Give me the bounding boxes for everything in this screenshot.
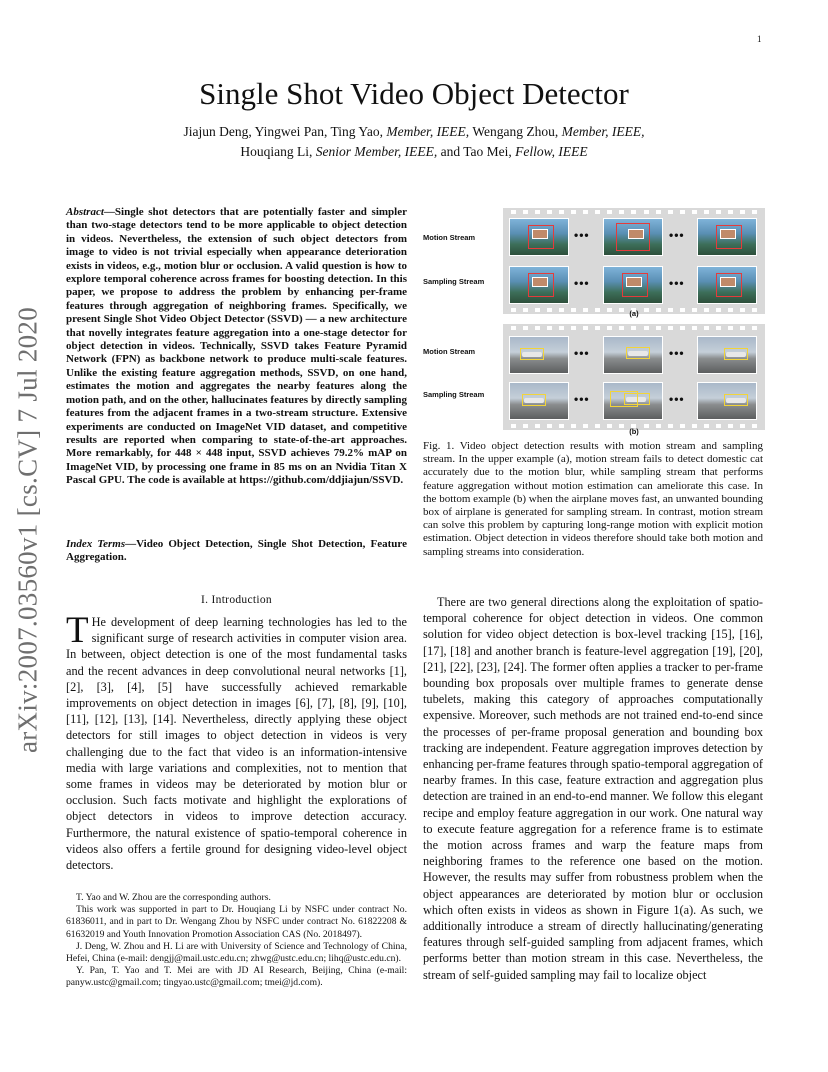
row-label: Sampling Stream (423, 390, 485, 399)
index-terms-label: Index Terms (66, 538, 126, 550)
section-heading: I. Introduction (201, 594, 272, 606)
footnote: This work was supported in part to Dr. Houqiang Li by NSFC under contract No. 61836011, and in part to Dr. Wengang Zhou by NSFC under contract No. 61822208 & 61632019 and Youth Innovation Promotion Association CAS (No. 2018497). (66, 904, 407, 940)
ellipsis: ••• (574, 392, 590, 406)
index-terms-text: —Video Object Detection, Single Shot Detection, Feature Aggregation. (66, 538, 407, 564)
video-frame (697, 266, 757, 304)
intro-text: He development of deep learning technologies has led to the significant surge of research activities in computer vision area. In between, object detection is one of the most fundamental tasks and the recent advances in deep convolutional neural networks [1], [2], [3], [4], [5] have successfully achieved remarkable improvements on object detection in images [6], [7], [8], [9], [10], [11], [12], [13], [14]. Nevertheless, directly applying these object detectors for still images to object detection in videos is very challenging due to the fact that video is an information-intensive media with large variations and complexities, not to mention that some frames in videos may be deteriorated by motion blur or occlusion. Such facts motivate and highlight the explorations of object detectors in videos to improve detection accuracy. Furthermore, the natural existence of spatio-temporal coherence in videos also offers a fertile ground for designing video-level object detectors. (66, 615, 407, 873)
video-frame (509, 218, 569, 256)
video-frame (603, 218, 663, 256)
author-names: Houqiang Li, (240, 144, 316, 159)
video-frame (697, 336, 757, 374)
subfigure-label-a: (a) (629, 309, 639, 318)
footnote: Y. Pan, T. Yao and T. Mei are with JD AI Research, Beijing, China (e-mail: panyw.ustc@gmail.com; tingyao.ustc@gmail.com; tmei@jd.com). (66, 965, 407, 989)
body-paragraph: There are two general directions along the exploitation of spatio-temporal coherence for object detection in videos. One common solution for video object detection is box-level tracking [15], [16], [17], [18] and another branch is feature-level aggregation [19], [20], [21], [22], [23], [24]. The former often applies a tracker to per-frame bounding box proposals over multiple frames to generate dense tubelets, making this category of approaches computationally expensive. Moreover, such methods are not trained end-to-end since the processes of per-frame proposal generation and bounding box tracking are independent. Feature aggregation improves detection by enhancing per-frame features through spatio-temporal aggregation of nearby frames. In this case, feature extraction and aggregation plus detection are trained in an end-to-end manner. We follow this elegant recipe and employ feature aggregation in our work. One natural way to execute feature aggregation for a reference frame is to estimate the motion across frames and warp the feature maps from neighboring frames to the reference one based on the motion. However, the results may suffer from robustness problem when the object appearances are deteriorated by motion blur or occlusion which often exists in videos as shown in Figure 1(a). As such, we additionally introduce a stream of directly hallucinating/generating features through self-guided sampling from adjacent frames, which performs better than motion stream in this case. Nevertheless, the stream of self-guided sampling may fail to localize object (423, 595, 763, 982)
arxiv-id: arXiv:2007.03560v1 [cs.CV] 7 Jul 2020 (12, 306, 43, 754)
author-names: and Tao Mei, (437, 144, 516, 159)
footnote: J. Deng, W. Zhou and H. Li are with University of Science and Technology of China, Hefei, China (e-mail: dengjj@mail.ustc.edu.cn; zhwg@ustc.edu.cn; lihq@ustc.edu.cn). (66, 940, 407, 965)
video-frame (697, 382, 757, 420)
page-number: 1 (757, 34, 762, 44)
ellipsis: ••• (669, 276, 685, 290)
ellipsis: ••• (669, 392, 685, 406)
video-frame (509, 266, 569, 304)
intro-paragraph (66, 610, 407, 873)
subfigure-label-b: (b) (629, 427, 639, 436)
video-frame (603, 336, 663, 374)
paper-title: Single Shot Video Object Detector (199, 76, 629, 111)
ellipsis: ••• (574, 346, 590, 360)
film-holes (503, 208, 765, 216)
film-holes (503, 324, 765, 332)
author-names: Jiajun Deng, Yingwei Pan, Ting Yao, (183, 124, 387, 139)
drop-cap: T (66, 610, 89, 651)
row-label: Sampling Stream (423, 277, 485, 286)
abstract-label: Abstract (66, 206, 104, 218)
video-frame (603, 266, 663, 304)
author-list (100, 122, 728, 162)
ellipsis: ••• (574, 228, 590, 242)
footnotes (66, 892, 407, 990)
author-role: Member, IEEE, (386, 124, 470, 139)
author-line-1 (100, 122, 728, 142)
figure-caption: Fig. 1. Video object detection results with motion stream and sampling stream. In the upper example (a), motion stream fails to detect domestic cat accurately due to the motion blur, while sampling stream that performs feature aggregation without motion estimation can ameliorate this case. In the bottom example (b) when the airplane moves fast, an unwanted bounding box of airplane is generated for sampling stream. In contrast, motion stream can solve this problem by capturing long-range motion with explicit motion estimation. Object detection in videos therefore should take both motion and sampling streams into consideration. (423, 440, 763, 558)
abstract-text: —Single shot detectors that are potentially faster and simpler than two-stage detectors tend to be more applicable to object detection in videos. Nevertheless, the extension of such object detectors from image to video is not trivial especially when appearance deterioration exists in videos, e.g., motion blur or occlusion. A valid question is how to explore temporal coherence across frames for boosting detection. In this paper, we propose to address the problem by enhancing per-frame features through aggregation of neighboring frames. Specifically, we present Single Shot Video Object Detector (SSVD) — a new architecture that novelly integrates feature aggregation into a one-stage detector for object detection in videos. Technically, SSVD takes Feature Pyramid Network (FPN) as backbone network to produce multi-scale features. Unlike the existing feature aggregation methods, SSVD, on one hand, estimates the motion and aggregates the nearby features along the motion path, and on the other, hallucinates features by directly sampling features from the adjacent frames in a two-stream structure. Extensive experiments are conducted on ImageNet VID dataset, and competitive results are reported when comparing to state-of-the-art approaches. More remarkably, for 448 × 448 input, SSVD achieves 79.2% mAP on ImageNet VID, by processing one frame in 85 ms on an Nvidia Titan X Pascal GPU. The code is available at https://github.com/ddjiajun/SSVD. (66, 206, 407, 487)
abstract (66, 206, 407, 488)
author-role: Member, IEEE, (561, 124, 645, 139)
author-role: Fellow, IEEE (515, 144, 588, 159)
video-frame (509, 336, 569, 374)
ellipsis: ••• (669, 228, 685, 242)
video-frame (603, 382, 663, 420)
figure-1 (423, 206, 767, 438)
ellipsis: ••• (574, 276, 590, 290)
author-line-2 (100, 142, 728, 162)
ellipsis: ••• (669, 346, 685, 360)
video-frame (697, 218, 757, 256)
index-terms (66, 538, 407, 565)
video-frame (509, 382, 569, 420)
author-role: Senior Member, IEEE, (315, 144, 438, 159)
footnote: T. Yao and W. Zhou are the corresponding authors. (76, 892, 271, 903)
row-label: Motion Stream (423, 347, 476, 356)
author-names: Wengang Zhou, (469, 124, 562, 139)
film-strip-b (503, 324, 765, 430)
arxiv-watermark (8, 300, 48, 760)
film-strip-a (503, 208, 765, 314)
row-label: Motion Stream (423, 233, 476, 242)
